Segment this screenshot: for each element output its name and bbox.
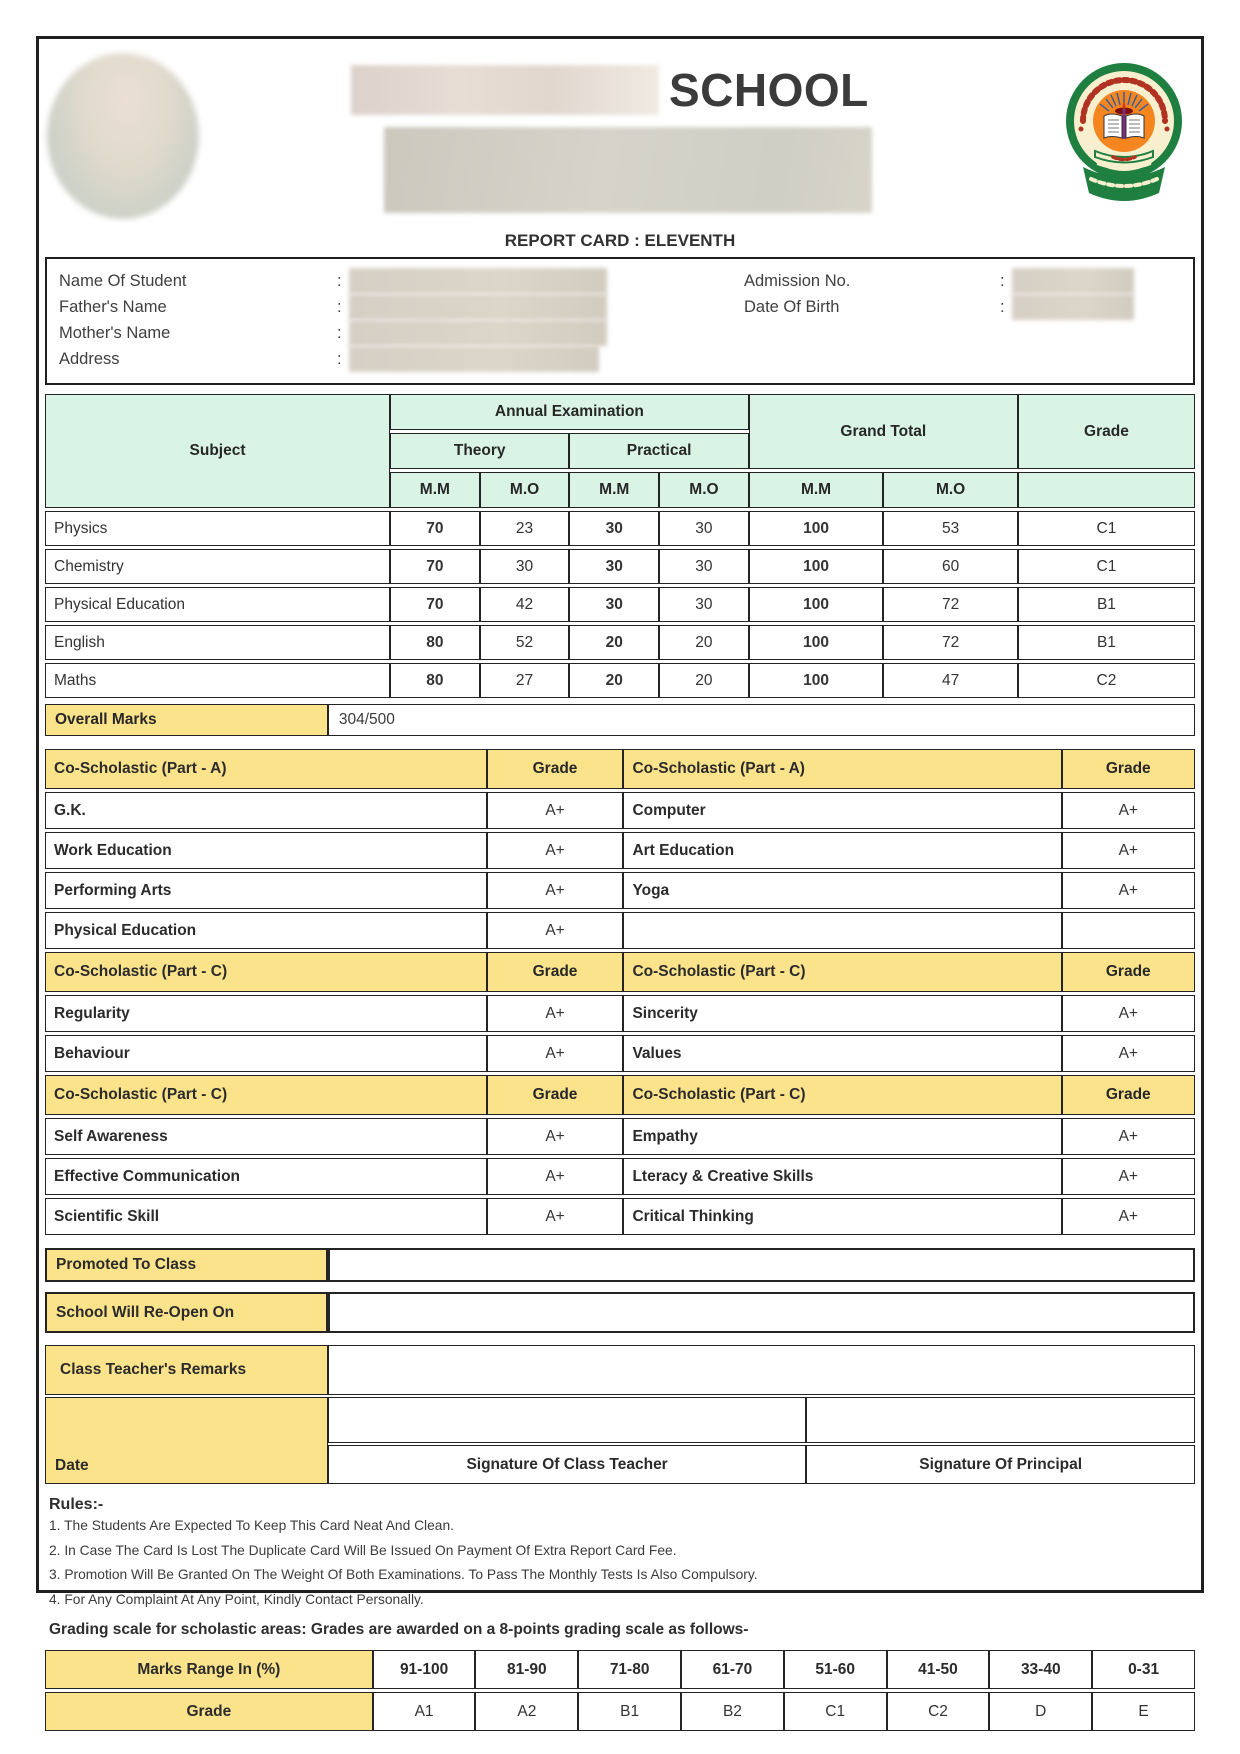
activity-name: Physical Education: [45, 912, 487, 949]
school-name-redacted: [351, 65, 659, 115]
theory-header: Theory: [390, 433, 569, 469]
mother-name-redacted: [349, 320, 607, 346]
practical-mm: 30: [569, 511, 659, 546]
section-title: Co-Scholastic (Part - C): [623, 1075, 1061, 1115]
school-name-row: [351, 65, 1057, 115]
mo-header: M.O: [480, 472, 570, 508]
activity-grade: A+: [1062, 1198, 1195, 1235]
co-scholastic-row: [45, 1118, 1195, 1155]
activity-name: Values: [623, 1035, 1061, 1072]
subject-name: Physics: [45, 511, 390, 546]
activity-grade: A+: [1062, 792, 1195, 829]
student-info-box: [45, 257, 1195, 385]
school-title: SCHOOL: [669, 64, 869, 116]
activity-grade: A+: [487, 872, 624, 909]
activity-grade: A+: [487, 792, 624, 829]
activity-name: Regularity: [45, 995, 487, 1032]
range-value: 0-31: [1092, 1650, 1195, 1689]
subject-row: [45, 549, 1195, 584]
activity-name: [623, 912, 1061, 949]
grade-value: A1: [373, 1692, 476, 1731]
marks-range-label: Marks Range In (%): [45, 1650, 373, 1689]
activity-name: Scientific Skill: [45, 1198, 487, 1235]
range-value: 81-90: [475, 1650, 578, 1689]
theory-mo: 27: [480, 663, 570, 698]
student-info-right: [619, 268, 1181, 372]
practical-mo: 30: [659, 511, 749, 546]
school-reopen-value: [328, 1292, 1195, 1333]
total-mo: 72: [883, 625, 1018, 660]
colon: :: [337, 350, 342, 368]
grade-header: Grade: [487, 952, 624, 992]
school-reopen-row: [45, 1292, 1195, 1333]
co-scholastic-header: [45, 1075, 1195, 1115]
activity-name: Sincerity: [623, 995, 1061, 1032]
activity-grade: A+: [487, 912, 624, 949]
subject-row: [45, 511, 1195, 546]
colon: :: [337, 272, 342, 290]
rules-section: [45, 1496, 1195, 1612]
practical-mo: 20: [659, 663, 749, 698]
student-info-left: [59, 268, 619, 372]
student-photo-redacted: [47, 53, 199, 219]
range-value: 41-50: [887, 1650, 990, 1689]
practical-mm: 20: [569, 663, 659, 698]
activity-name: Empathy: [623, 1118, 1061, 1155]
range-value: 51-60: [784, 1650, 887, 1689]
field-label: Address: [59, 350, 120, 368]
theory-mo: 52: [480, 625, 570, 660]
principal-signature-space: [806, 1397, 1195, 1443]
school-header-center: [199, 47, 1057, 213]
subject-header: Subject: [45, 394, 390, 508]
co-scholastic-row: [45, 1035, 1195, 1072]
marks-range-row: [45, 1650, 1195, 1689]
activity-name: Effective Communication: [45, 1158, 487, 1195]
mm-header: M.M: [749, 472, 884, 508]
total-mm: 100: [749, 549, 884, 584]
teacher-signature-label: Signature Of Class Teacher: [328, 1445, 806, 1484]
theory-mo: 42: [480, 587, 570, 622]
grading-scale-heading: Grading scale for scholastic areas: Grades are awarded on a 8-points grading scale as follows-: [49, 1621, 749, 1638]
practical-mm: 30: [569, 549, 659, 584]
mo-header: M.O: [659, 472, 749, 508]
section-title: Co-Scholastic (Part - A): [45, 749, 487, 789]
total-mm: 100: [749, 587, 884, 622]
activity-grade: A+: [487, 995, 624, 1032]
subject-name: Maths: [45, 663, 390, 698]
field-label: Admission No.: [744, 272, 851, 290]
grade-header: Grade: [487, 749, 624, 789]
student-info-row: [744, 294, 1181, 320]
subject-row: [45, 587, 1195, 622]
activity-name: Performing Arts: [45, 872, 487, 909]
practical-mm: 20: [569, 625, 659, 660]
range-value: 61-70: [681, 1650, 784, 1689]
activity-name: Lteracy & Creative Skills: [623, 1158, 1061, 1195]
activity-name: G.K.: [45, 792, 487, 829]
grade-header: Grade: [1018, 394, 1195, 469]
total-mo: 47: [883, 663, 1018, 698]
subject-name: English: [45, 625, 390, 660]
theory-mm: 70: [390, 511, 480, 546]
activity-grade: A+: [1062, 995, 1195, 1032]
activity-name: Behaviour: [45, 1035, 487, 1072]
grade-header: Grade: [1062, 1075, 1195, 1115]
field-label: Date Of Birth: [744, 298, 840, 316]
activity-name: Critical Thinking: [623, 1198, 1061, 1235]
field-label: Father's Name: [59, 298, 167, 316]
section-title: Co-Scholastic (Part - A): [623, 749, 1061, 789]
total-mo: 60: [883, 549, 1018, 584]
activity-grade: A+: [1062, 1118, 1195, 1155]
remarks-row: [45, 1345, 1195, 1395]
activity-grade: A+: [487, 1035, 624, 1072]
co-scholastic-row: [45, 792, 1195, 829]
total-mo: 53: [883, 511, 1018, 546]
student-info-row: [59, 320, 619, 346]
practical-mo: 30: [659, 549, 749, 584]
co-scholastic-row: [45, 995, 1195, 1032]
colon: :: [337, 324, 342, 342]
subject-grade: C2: [1018, 663, 1195, 698]
school-reopen-label: School Will Re-Open On: [45, 1292, 328, 1333]
co-scholastic-header: [45, 749, 1195, 789]
activity-grade: A+: [487, 1198, 624, 1235]
grading-scale-table: [45, 1647, 1195, 1734]
activity-name: Art Education: [623, 832, 1061, 869]
colon: :: [1000, 272, 1005, 290]
address-redacted: [349, 346, 599, 372]
grade-label: Grade: [45, 1692, 373, 1731]
activity-grade: A+: [487, 1118, 624, 1155]
activity-grade: A+: [1062, 1035, 1195, 1072]
activity-grade: A+: [487, 1158, 624, 1195]
admission-no-redacted: [1012, 268, 1134, 294]
practical-mm: 30: [569, 587, 659, 622]
teacher-remarks-label: Class Teacher's Remarks: [45, 1345, 328, 1395]
grade-value: C2: [887, 1692, 990, 1731]
rule-item: 4. For Any Complaint At Any Point, Kindly Contact Personally.: [49, 1591, 424, 1607]
grade-value: E: [1092, 1692, 1195, 1731]
total-mm: 100: [749, 625, 884, 660]
section-title: Co-Scholastic (Part - C): [623, 952, 1061, 992]
grade-value: D: [989, 1692, 1092, 1731]
student-info-row: [59, 346, 619, 372]
activity-name: Self Awareness: [45, 1118, 487, 1155]
subject-grade: C1: [1018, 549, 1195, 584]
activity-grade: [1062, 912, 1195, 949]
report-card-title: REPORT CARD : ELEVENTH: [504, 231, 736, 250]
range-value: 91-100: [373, 1650, 476, 1689]
signature-space-row: [45, 1397, 1195, 1443]
overall-marks-label: Overall Marks: [45, 704, 328, 736]
grand-total-header: Grand Total: [749, 394, 1018, 469]
mo-header: M.O: [883, 472, 1018, 508]
subject-grade: B1: [1018, 625, 1195, 660]
activity-name: Work Education: [45, 832, 487, 869]
promoted-to-class-label: Promoted To Class: [45, 1248, 328, 1282]
student-name-redacted: [349, 268, 607, 294]
co-scholastic-table: [45, 746, 1195, 1238]
theory-mm: 80: [390, 663, 480, 698]
field-label: Mother's Name: [59, 324, 171, 342]
theory-mm: 80: [390, 625, 480, 660]
cbse-logo-icon: [1061, 59, 1187, 224]
teacher-signature-space: [328, 1397, 806, 1443]
marks-table: [45, 391, 1195, 701]
activity-grade: A+: [1062, 1158, 1195, 1195]
subject-grade: B1: [1018, 587, 1195, 622]
field-label: Name Of Student: [59, 272, 187, 290]
subject-row: [45, 625, 1195, 660]
rule-item: 2. In Case The Card Is Lost The Duplicate Card Will Be Issued On Payment Of Extra Report Card Fee.: [49, 1542, 677, 1558]
empty-header-cell: [1018, 472, 1195, 508]
section-title: Co-Scholastic (Part - C): [45, 1075, 487, 1115]
total-mo: 72: [883, 587, 1018, 622]
theory-mo: 30: [480, 549, 570, 584]
school-address-redacted: [384, 127, 872, 213]
subject-name: Physical Education: [45, 587, 390, 622]
activity-grade: A+: [1062, 872, 1195, 909]
co-scholastic-row: [45, 832, 1195, 869]
father-name-redacted: [349, 294, 607, 320]
co-scholastic-row: [45, 1198, 1195, 1235]
practical-mo: 20: [659, 625, 749, 660]
overall-marks-row: [45, 704, 1195, 736]
grade-row: [45, 1692, 1195, 1731]
student-info-row: [59, 294, 619, 320]
student-info-row: [744, 268, 1181, 294]
principal-signature-label: Signature Of Principal: [806, 1445, 1195, 1484]
co-scholastic-header: [45, 952, 1195, 992]
dob-redacted: [1012, 294, 1134, 320]
promoted-to-class-row: [45, 1248, 1195, 1282]
practical-mo: 30: [659, 587, 749, 622]
colon: :: [1000, 298, 1005, 316]
promoted-to-class-value: [328, 1248, 1195, 1282]
annual-examination-header: Annual Examination: [390, 394, 749, 430]
theory-mm: 70: [390, 587, 480, 622]
grade-value: B2: [681, 1692, 784, 1731]
rule-item: 1. The Students Are Expected To Keep This Card Neat And Clean.: [49, 1518, 454, 1533]
range-value: 33-40: [989, 1650, 1092, 1689]
activity-name: Yoga: [623, 872, 1061, 909]
subject-grade: C1: [1018, 511, 1195, 546]
mm-header: M.M: [569, 472, 659, 508]
grade-value: B1: [578, 1692, 681, 1731]
overall-marks-value: 304/500: [328, 704, 1195, 736]
co-scholastic-row: [45, 872, 1195, 909]
grade-header: Grade: [487, 1075, 624, 1115]
rules-heading: Rules:-: [49, 1496, 104, 1513]
rule-item: 3. Promotion Will Be Granted On The Weight Of Both Examinations. To Pass The Monthly Tests Is Also Compulsory.: [49, 1567, 758, 1582]
activity-grade: A+: [1062, 832, 1195, 869]
student-info-row: [59, 268, 619, 294]
section-title: Co-Scholastic (Part - C): [45, 952, 487, 992]
grade-header: Grade: [1062, 749, 1195, 789]
theory-mm: 70: [390, 549, 480, 584]
theory-mo: 23: [480, 511, 570, 546]
colon: :: [337, 298, 342, 316]
subject-row: [45, 663, 1195, 698]
grade-value: A2: [475, 1692, 578, 1731]
mm-header: M.M: [390, 472, 480, 508]
teacher-remarks-value: [328, 1345, 1195, 1395]
co-scholastic-row: [45, 912, 1195, 949]
header: [45, 47, 1195, 229]
marks-header-row-1: [45, 394, 1195, 430]
activity-grade: A+: [487, 832, 624, 869]
date-label: Date: [45, 1397, 328, 1484]
range-value: 71-80: [578, 1650, 681, 1689]
total-mm: 100: [749, 663, 884, 698]
total-mm: 100: [749, 511, 884, 546]
report-card: [36, 36, 1204, 1720]
activity-name: Computer: [623, 792, 1061, 829]
practical-header: Practical: [569, 433, 748, 469]
remarks-signature-table: [45, 1343, 1195, 1486]
grade-header: Grade: [1062, 952, 1195, 992]
subject-name: Chemistry: [45, 549, 390, 584]
grade-value: C1: [784, 1692, 887, 1731]
co-scholastic-row: [45, 1158, 1195, 1195]
